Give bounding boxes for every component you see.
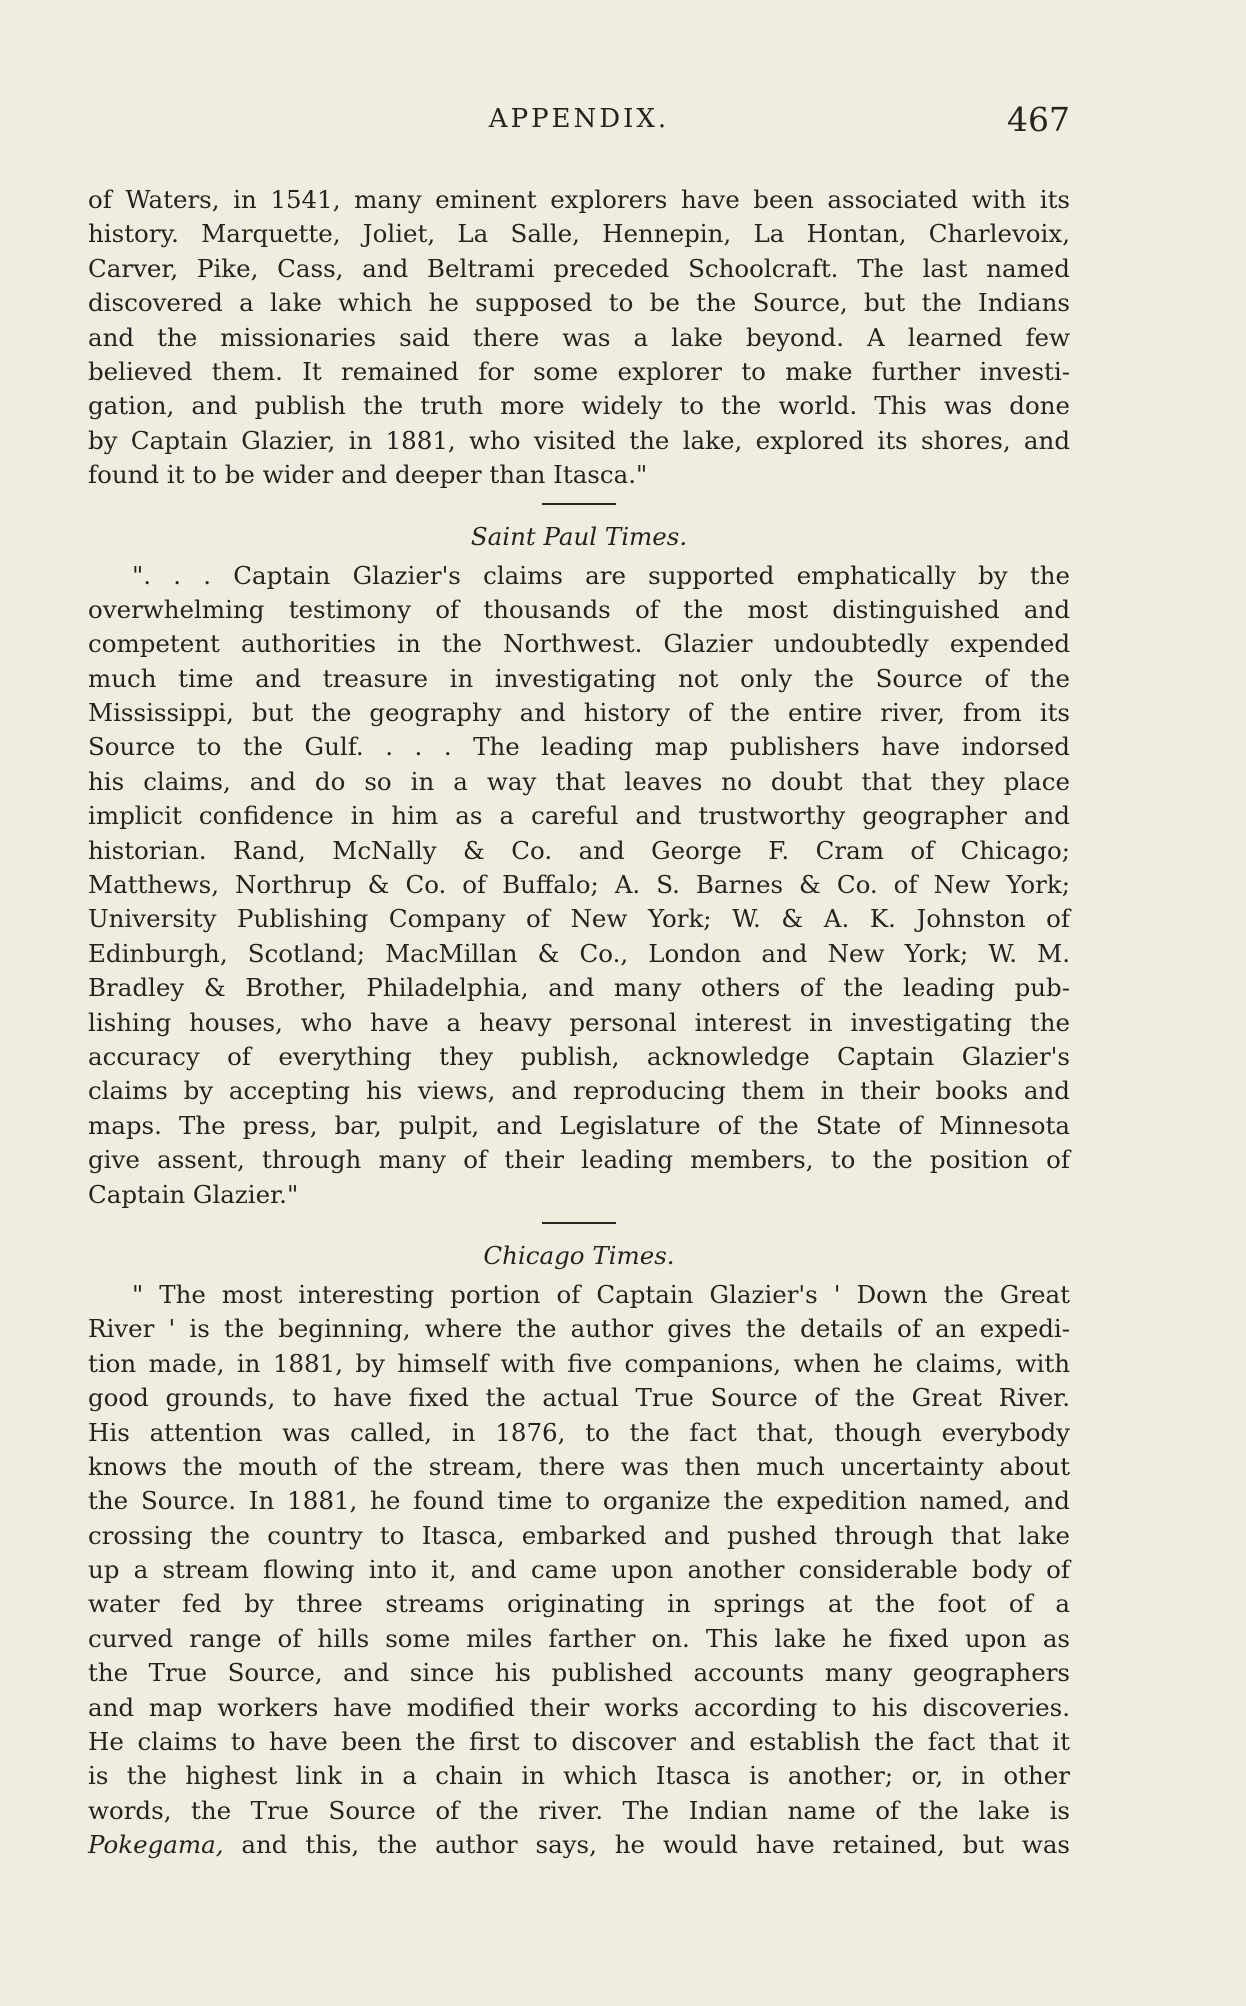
text-line: Carver, Pike, Cass, and Beltrami preceded Schoolcraft. The last named (88, 253, 1070, 283)
section-heading: Chicago Times. (483, 1240, 675, 1270)
text-line: Edinburgh, Scotland; MacMillan & Co., London and New York; W. M. (88, 938, 1070, 968)
section-saint-paul-times (88, 519, 1070, 1212)
text-line: words, the True Source of the river. The Indian name of the lake is (88, 1795, 1070, 1825)
text-line: the Source. In 1881, he found time to organize the expedition named, and (88, 1486, 1070, 1516)
text-line: good grounds, to have fixed the actual True Source of the Great River. (88, 1383, 1070, 1413)
text-line: Captain Glazier." (88, 1179, 299, 1209)
text-line: University Publishing Company of New York; W. & A. K. Johnston of (88, 904, 1070, 934)
text-line: is the highest link in a chain in which Itasca is another; or, in other (88, 1761, 1070, 1791)
text-line: lishing houses, who have a heavy personal interest in investigating the (88, 1007, 1070, 1037)
italic-word: Pokegama, (88, 1830, 224, 1860)
body-text (88, 183, 1070, 1863)
text-line: overwhelming testimony of thousands of the most distinguished and (88, 594, 1070, 624)
text-line: and map workers have modified their works according to his discoveries. (88, 1692, 1070, 1722)
text-line: knows the mouth of the stream, there was then much uncertainty about (88, 1451, 1070, 1481)
text-line: maps. The press, bar, pulpit, and Legislature of the State of Minnesota (88, 1110, 1070, 1140)
text-line: Source to the Gulf. . . . The leading map publishers have indorsed (88, 732, 1070, 762)
text-line: the True Source, and since his published accounts many geographers (88, 1658, 1070, 1688)
text-line: and the missionaries said there was a lake beyond. A learned few (88, 322, 1070, 352)
text-line: history. Marquette, Joliet, La Salle, Hennepin, La Hontan, Charlevoix, (88, 219, 1070, 249)
text-line: historian. Rand, McNally & Co. and George F. Cram of Chicago; (88, 835, 1070, 865)
text-line: River ' is the beginning, where the author gives the details of an expedi- (88, 1314, 1070, 1344)
text-line: " The most interesting portion of Captain Glazier's ' Down the Great (132, 1279, 1070, 1309)
text-line: Mississippi, but the geography and history of the entire river, from its (88, 698, 1070, 728)
text-line-final (88, 1828, 1070, 1862)
text-line: Bradley & Brother, Philadelphia, and many others of the leading pub- (88, 973, 1070, 1003)
section-divider (542, 503, 616, 505)
page-number: 467 (1007, 100, 1070, 139)
paragraph-continuation (88, 183, 1070, 493)
text-line: claims by accepting his views, and reproducing them in their books and (88, 1076, 1070, 1106)
text-line: much time and treasure in investigating not only the Source of the (88, 663, 1070, 693)
text-fragment: and this, the author says, he would have retained, but was (223, 1830, 1070, 1860)
text-line: He claims to have been the first to discover and establish the fact that it (88, 1727, 1070, 1757)
text-line: implicit confidence in him as a careful and trustworthy geographer and (88, 801, 1070, 831)
text-line: Matthews, Northrup & Co. of Buffalo; A. S. Barnes & Co. of New York; (88, 870, 1070, 900)
text-line: give assent, through many of their leading members, to the position of (88, 1145, 1070, 1175)
text-line: accuracy of everything they publish, acknowledge Captain Glazier's (88, 1041, 1070, 1071)
running-head-title: APPENDIX. (488, 104, 670, 134)
text-line: believed them. It remained for some explorer to make further investi- (88, 356, 1070, 386)
text-line: curved range of hills some miles farther on. This lake he fixed upon as (88, 1623, 1070, 1653)
section-divider (542, 1222, 616, 1224)
text-line: competent authorities in the Northwest. Glazier undoubtedly expended (88, 629, 1070, 659)
text-line: up a stream flowing into it, and came upon another considerable body of (88, 1555, 1070, 1585)
text-line: tion made, in 1881, by himself with five companions, when he claims, with (88, 1348, 1070, 1378)
text-line: gation, and publish the truth more widely to the world. This was done (88, 391, 1070, 421)
text-line: of Waters, in 1541, many eminent explorers have been associated with its (88, 185, 1070, 214)
text-line: water fed by three streams originating in springs at the foot of a (88, 1589, 1070, 1619)
running-head (88, 100, 1070, 140)
section-chicago-times (88, 1238, 1070, 1863)
text-line: by Captain Glazier, in 1881, who visited the lake, explored its shores, and (88, 425, 1070, 455)
text-line: his claims, and do so in a way that leaves no doubt that they place (88, 766, 1070, 796)
section-heading: Saint Paul Times. (470, 521, 688, 551)
text-line: found it to be wider and deeper than Itasca." (88, 460, 648, 490)
text-line: discovered a lake which he supposed to be the Source, but the Indians (88, 288, 1070, 318)
text-line: ". . . Captain Glazier's claims are supported emphatically by the (132, 560, 1070, 590)
text-line: crossing the country to Itasca, embarked and pushed through that lake (88, 1520, 1070, 1550)
text-line: His attention was called, in 1876, to the fact that, though everybody (88, 1417, 1070, 1447)
